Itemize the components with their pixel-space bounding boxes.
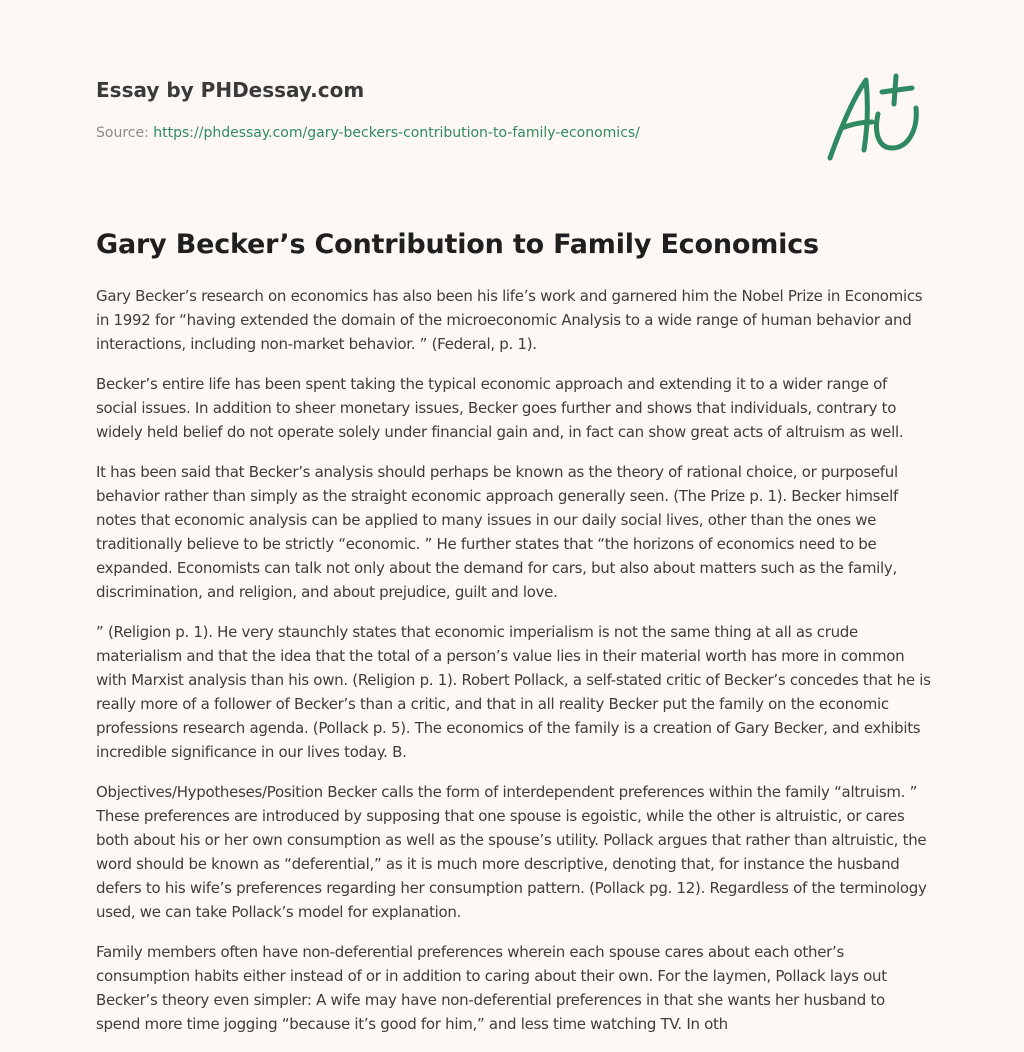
article-body bbox=[96, 284, 932, 1052]
essay-header bbox=[96, 76, 796, 143]
a-plus-grade-icon bbox=[822, 70, 928, 164]
brand-title: Essay by PHDessay.com bbox=[96, 78, 365, 102]
paragraph: Family members often have non-deferential preferences wherein each spouse cares about each other’s consumption habits either instead of or in addition to caring about their own. For the laymen, Pollack lays out Becker’s theory even simpler: A wife may have non-deferential preferences in that she wants her husband to spend more time jogging “because it’s good for him,” and less time watching TV. In oth bbox=[96, 943, 887, 1033]
paragraph: Objectives/Hypotheses/Position Becker calls the form of interdependent preferences within the family “altruism. ” These preferences are introduced by supposing that one spouse is egoistic, while the other is altruistic, or cares both about his or her own consumption as well as the spouse’s utility. Pollack argues that rather than altruistic, the word should be known as “deferential,” as it is much more descriptive, denoting that, for instance the husband defers to his wife’s preferences regarding her consumption pattern. (Pollack pg. 12). Regardless of the terminology used, we can take Pollack’s model for explanation. bbox=[96, 783, 927, 921]
paragraph: Becker’s entire life has been spent taking the typical economic approach and extending it to a wider range of social issues. In addition to sheer monetary issues, Becker goes further and shows that individuals, contrary to widely held belief do not operate solely under financial gain and, in fact can show great acts of altruism as well. bbox=[96, 375, 904, 441]
source-line bbox=[96, 123, 796, 143]
source-label: Source: bbox=[96, 125, 154, 141]
paragraph: It has been said that Becker’s analysis should perhaps be known as the theory of rational choice, or purposeful behavior rather than simply as the straight economic approach generally seen. (The Prize p. 1). Becker himself notes that economic analysis can be applied to many issues in our daily social lives, other than the ones we traditionally believe to be strictly “economic. ” He further states that “the horizons of economics need to be expanded. Economists can talk not only about the demand for cars, but also about matters such as the family, discrimination, and religion, and about prejudice, guilt and love. bbox=[96, 463, 898, 601]
paragraph: Gary Becker’s research on economics has also been his life’s work and garnered him the Nobel Prize in Economics in 1992 for “having extended the domain of the microeconomic Analysis to a wide range of human behavior and interactions, including non-market behavior. ” (Federal, p. 1). bbox=[96, 287, 923, 353]
article-title: Gary Becker’s Contribution to Family Economics bbox=[96, 229, 819, 260]
paragraph: ” (Religion p. 1). He very staunchly states that economic imperialism is not the same thing at all as crude materialism and that the idea that the total of a person’s value lies in their material worth has more in common with Marxist analysis than his own. (Religion p. 1). Robert Pollack, a self-stated critic of Becker’s concedes that he is really more of a follower of Becker’s than a critic, and that in all reality Becker put the family on the economic professions research agenda. (Pollack p. 5). The economics of the family is a creation of Gary Becker, and exhibits incredible significance in our lives today. B. bbox=[96, 623, 931, 761]
source-link[interactable]: https://phdessay.com/gary-beckers-contribution-to-family-economics/ bbox=[153, 125, 640, 141]
